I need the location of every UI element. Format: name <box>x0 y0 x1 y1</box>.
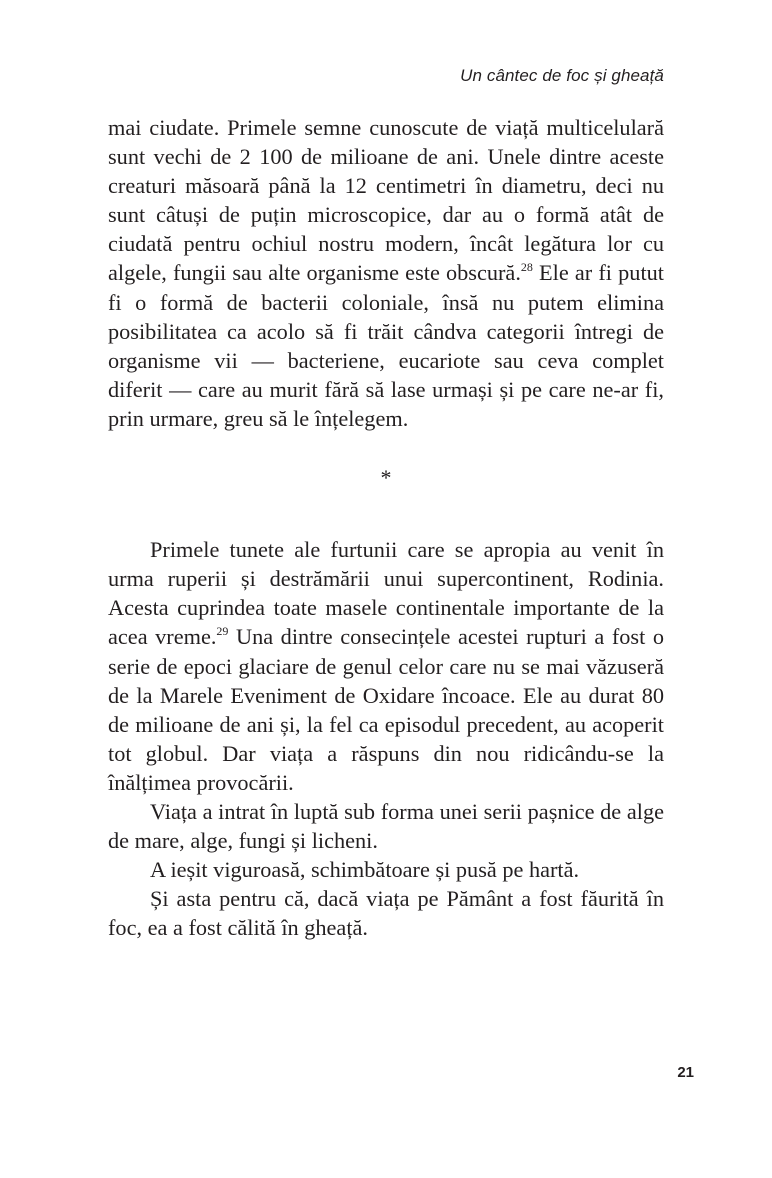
paragraph-life-emerged: A ieșit viguroasă, schimbătoare și pusă pe hartă. <box>150 857 580 883</box>
paragraph-rodinia <box>108 535 664 797</box>
footnote-ref-29: 29 <box>216 624 229 639</box>
footnote-ref-28: 28 <box>520 260 533 275</box>
running-head-title: Un cântec de foc și gheață <box>460 66 664 85</box>
paragraph-continuation <box>108 113 664 433</box>
page-body <box>108 113 664 942</box>
paragraph-fire-and-ice: Și asta pentru că, dacă viața pe Pământ a fost făurită în foc, ea a fost călită în gheață. <box>108 886 664 941</box>
paragraph-2-text-a: Primele tunete ale furtunii care se apropia au venit în urma ruperii și destrămării unui supercontinent, Rodinia. Acesta cuprindea toate masele continentale importante de la acea vreme. <box>108 537 664 650</box>
section-separator-asterisk: * <box>380 465 392 491</box>
paragraph-1-text-b: Ele ar fi putut fi o formă de bacterii coloniale, însă nu putem elimina posibilitatea ca acolo să fi trăit cândva categorii întregi de organisme vii — bacteriene, eucariote sau ceva complet diferit — care au murit fără să lase urmași și pe care ne-ar fi, prin urmare, greu să le înțelegem. <box>108 260 664 431</box>
paragraph-life-fights: Viața a intrat în luptă sub forma unei serii pașnice de alge de mare, alge, fungi și licheni. <box>108 798 664 854</box>
paragraph-2-text-b: Una dintre consecințele acestei rupturi a fost o serie de epoci glaciare de genul celor care nu se mai văzuseră de la Marele Eveniment de Oxidare încoace. Ele au durat 80 de milioane de ani și, la fel ca episodul precedent, au acoperit tot globul. Dar viața a răspuns din nou ridicându-se la înălțimea provocării. <box>108 624 664 795</box>
page-number: 21 <box>677 1064 694 1081</box>
paragraph-1-text-a: mai ciudate. Primele semne cunoscute de viață multicelulară sunt vechi de 2 100 de milioane de ani. Unele dintre aceste creaturi măsoară până la 12 centimetri în diametru, deci nu sunt câtuși de puțin microscopice, dar au o formă atât de ciudată pentru ochiul nostru modern, încât legătura lor cu algele, fungii sau alte organisme este obscură. <box>108 115 664 286</box>
